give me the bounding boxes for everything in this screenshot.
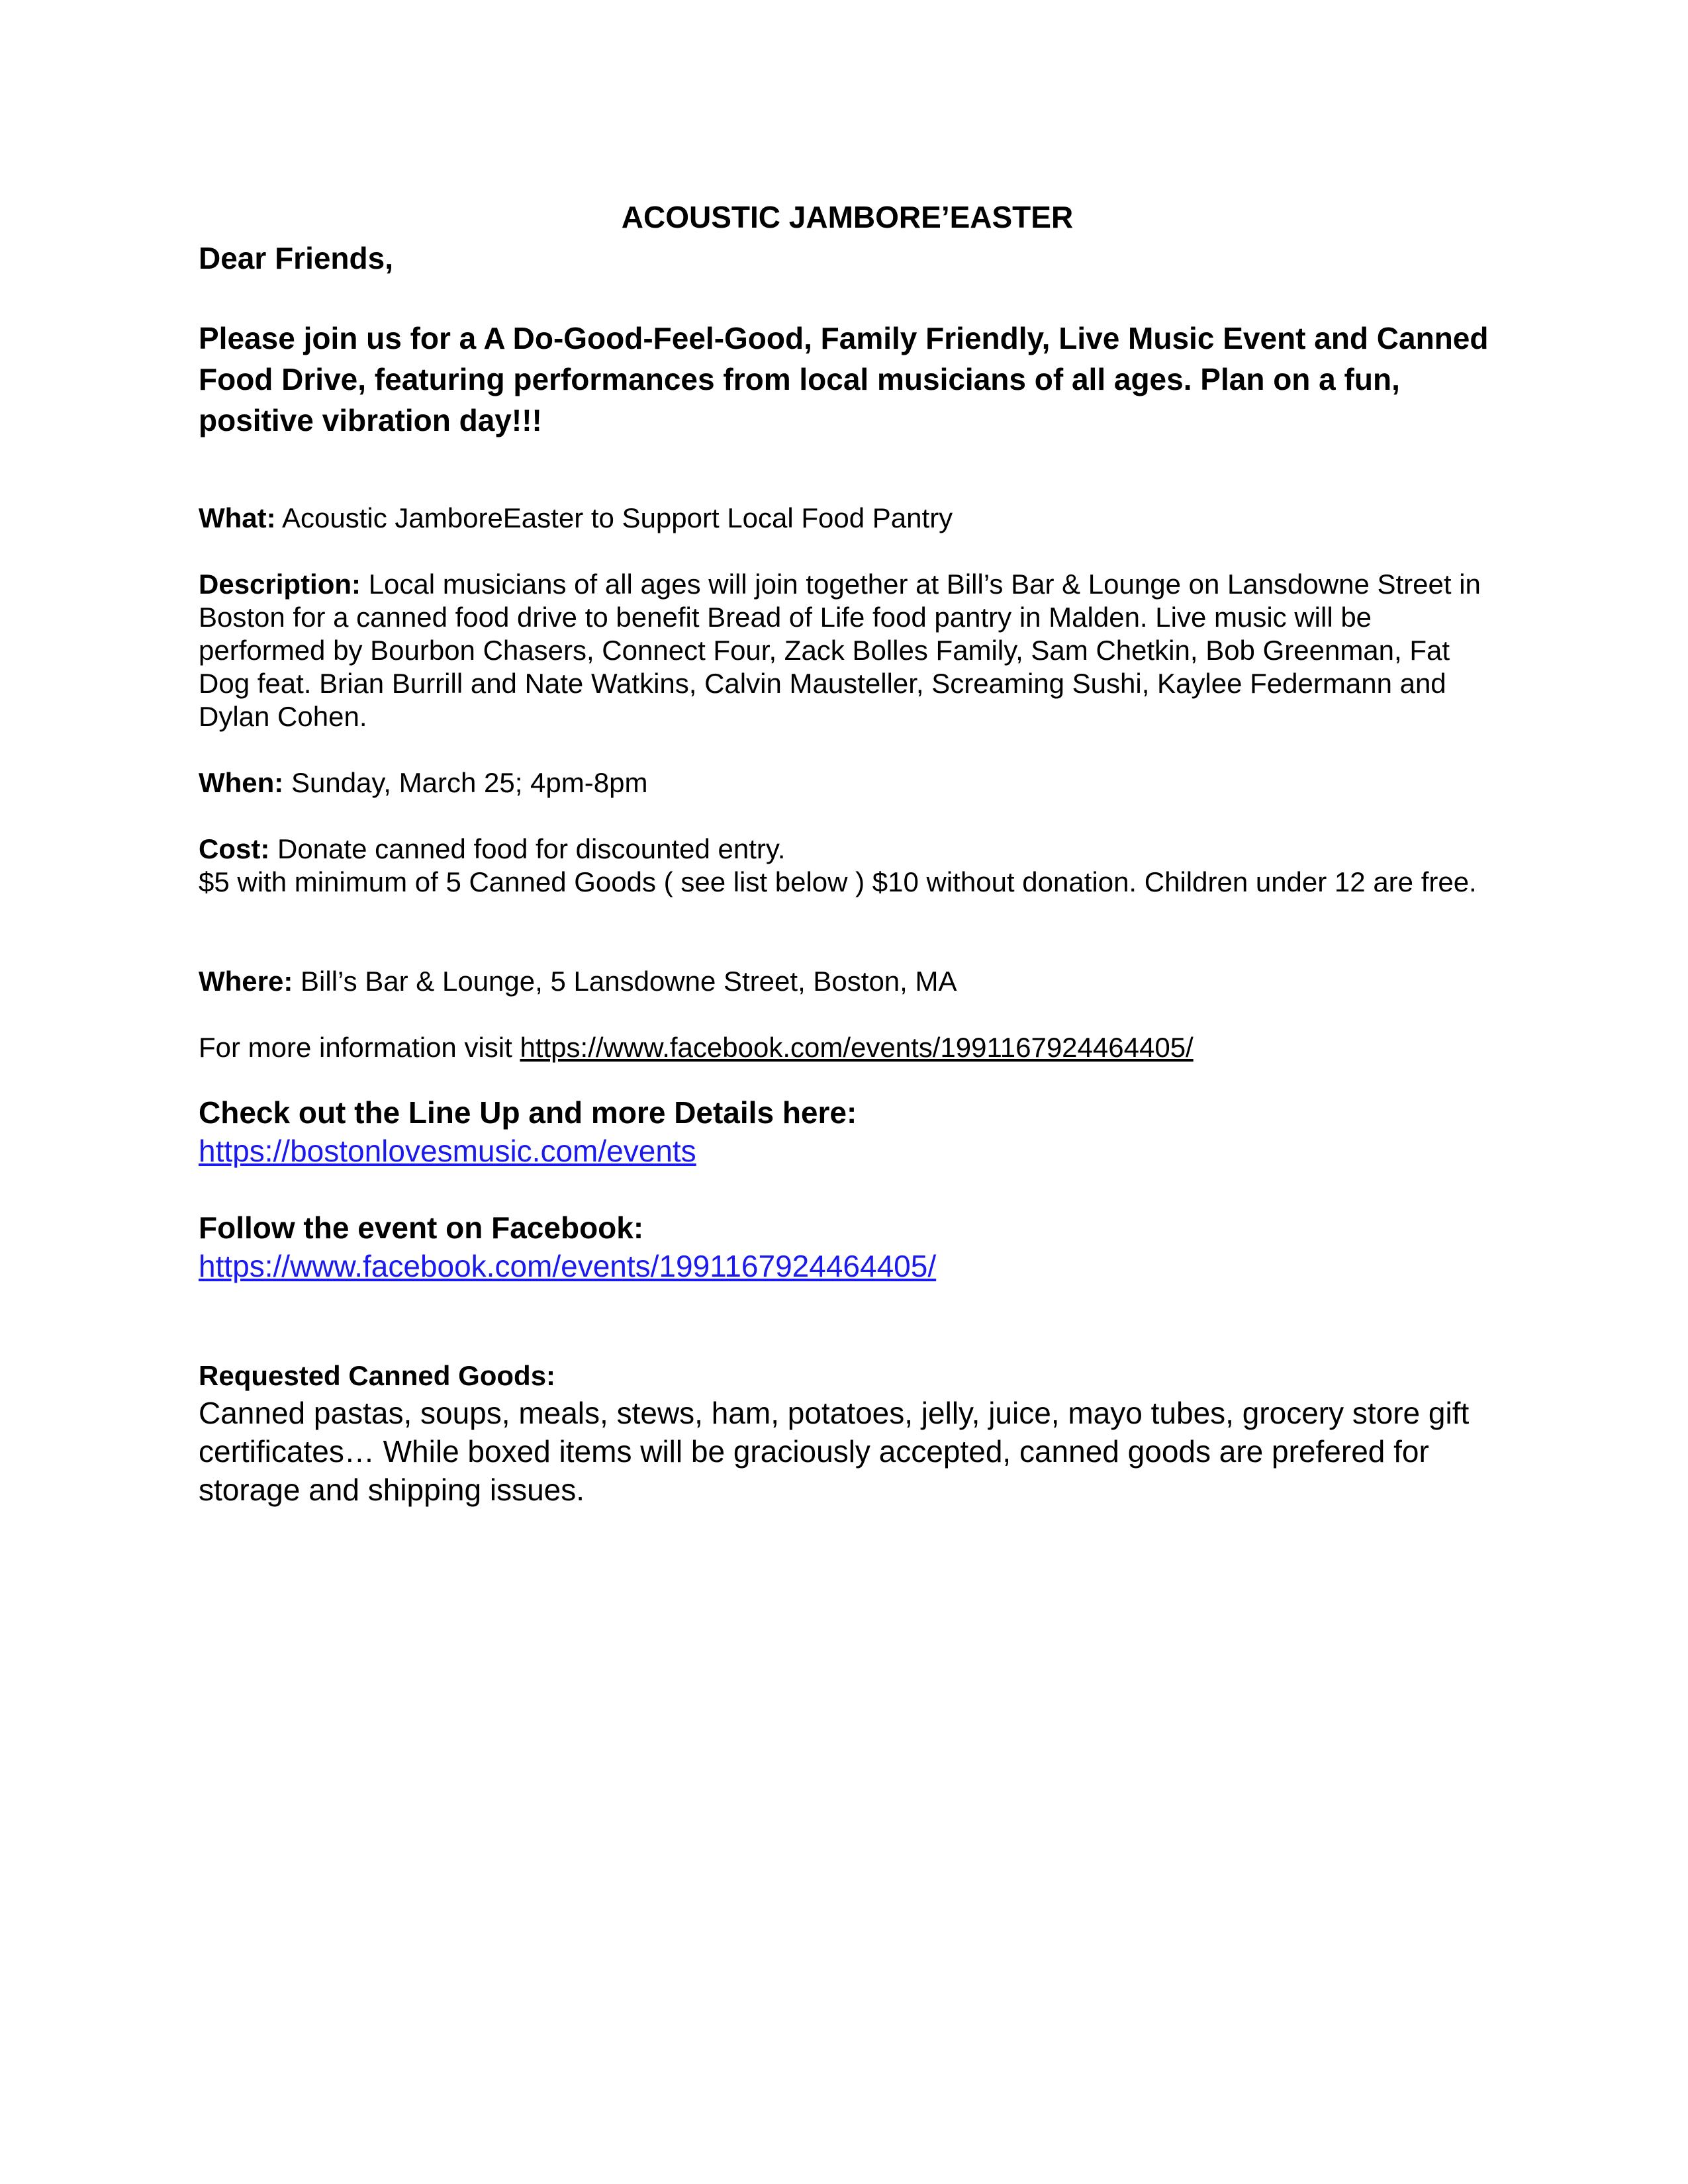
intro-paragraph: Please join us for a A Do-Good-Feel-Good, Family Friendly, Live Music Event and Canned Food Drive, featuring performances from local musicians of all ages. Plan on a fun, positive vibration day!!!	[199, 321, 1489, 437]
cost-label: Cost:	[199, 833, 270, 864]
description-text: Local musicians of all ages will join together at Bill’s Bar & Lounge on Lansdowne Street in Boston for a canned food drive to benefit Bread of Life food pantry in Malden. Live music will be performed by Bourbon Chasers, Connect Four, Zack Bolles Family, Sam Chetkin, Bob Greenman, Fat Dog feat. Brian Burrill and Nate Watkins, Calvin Mausteller, Screaming Sushi, Kaylee Federmann and Dylan Cohen.	[199, 569, 1481, 732]
greeting: Dear Friends,	[199, 241, 393, 275]
when-text: Sunday, March 25; 4pm-8pm	[283, 767, 648, 798]
cost-text: Donate canned food for discounted entry.	[269, 833, 786, 864]
what-line	[199, 502, 1496, 535]
document-title: ACOUSTIC JAMBORE’EASTER	[621, 200, 1074, 234]
more-info-link[interactable]: https://www.facebook.com/events/1991167924464405/	[520, 1032, 1194, 1063]
cost-line	[199, 833, 1496, 866]
requested-text: Canned pastas, soups, meals, stews, ham, potatoes, jelly, juice, mayo tubes, grocery store gift certificates… While boxed items will be graciously accepted, canned goods are prefered for storage and shipping issues.	[199, 1396, 1470, 1507]
more-info-text: For more information visit	[199, 1032, 520, 1063]
where-label: Where:	[199, 966, 293, 997]
what-text: Acoustic JamboreEaster to Support Local Food Pantry	[275, 502, 953, 533]
facebook-heading: Follow the event on Facebook:	[199, 1210, 644, 1245]
cost-detail: $5 with minimum of 5 Canned Goods ( see list below ) $10 without donation. Children under 12 are free.	[199, 866, 1477, 897]
more-info-line	[199, 1031, 1496, 1064]
document-page	[199, 199, 1496, 1509]
description-paragraph	[199, 568, 1496, 733]
requested-heading: Requested Canned Goods:	[199, 1360, 556, 1391]
facebook-link[interactable]: https://www.facebook.com/events/1991167924464405/	[199, 1249, 937, 1283]
when-label: When:	[199, 767, 284, 798]
where-text: Bill’s Bar & Lounge, 5 Lansdowne Street, Boston, MA	[293, 966, 957, 997]
what-label: What:	[199, 502, 276, 533]
lineup-heading: Check out the Line Up and more Details here:	[199, 1095, 857, 1130]
description-label: Description:	[199, 569, 361, 600]
lineup-link[interactable]: https://bostonlovesmusic.com/events	[199, 1134, 696, 1168]
where-line	[199, 965, 1496, 998]
when-line	[199, 766, 1496, 799]
